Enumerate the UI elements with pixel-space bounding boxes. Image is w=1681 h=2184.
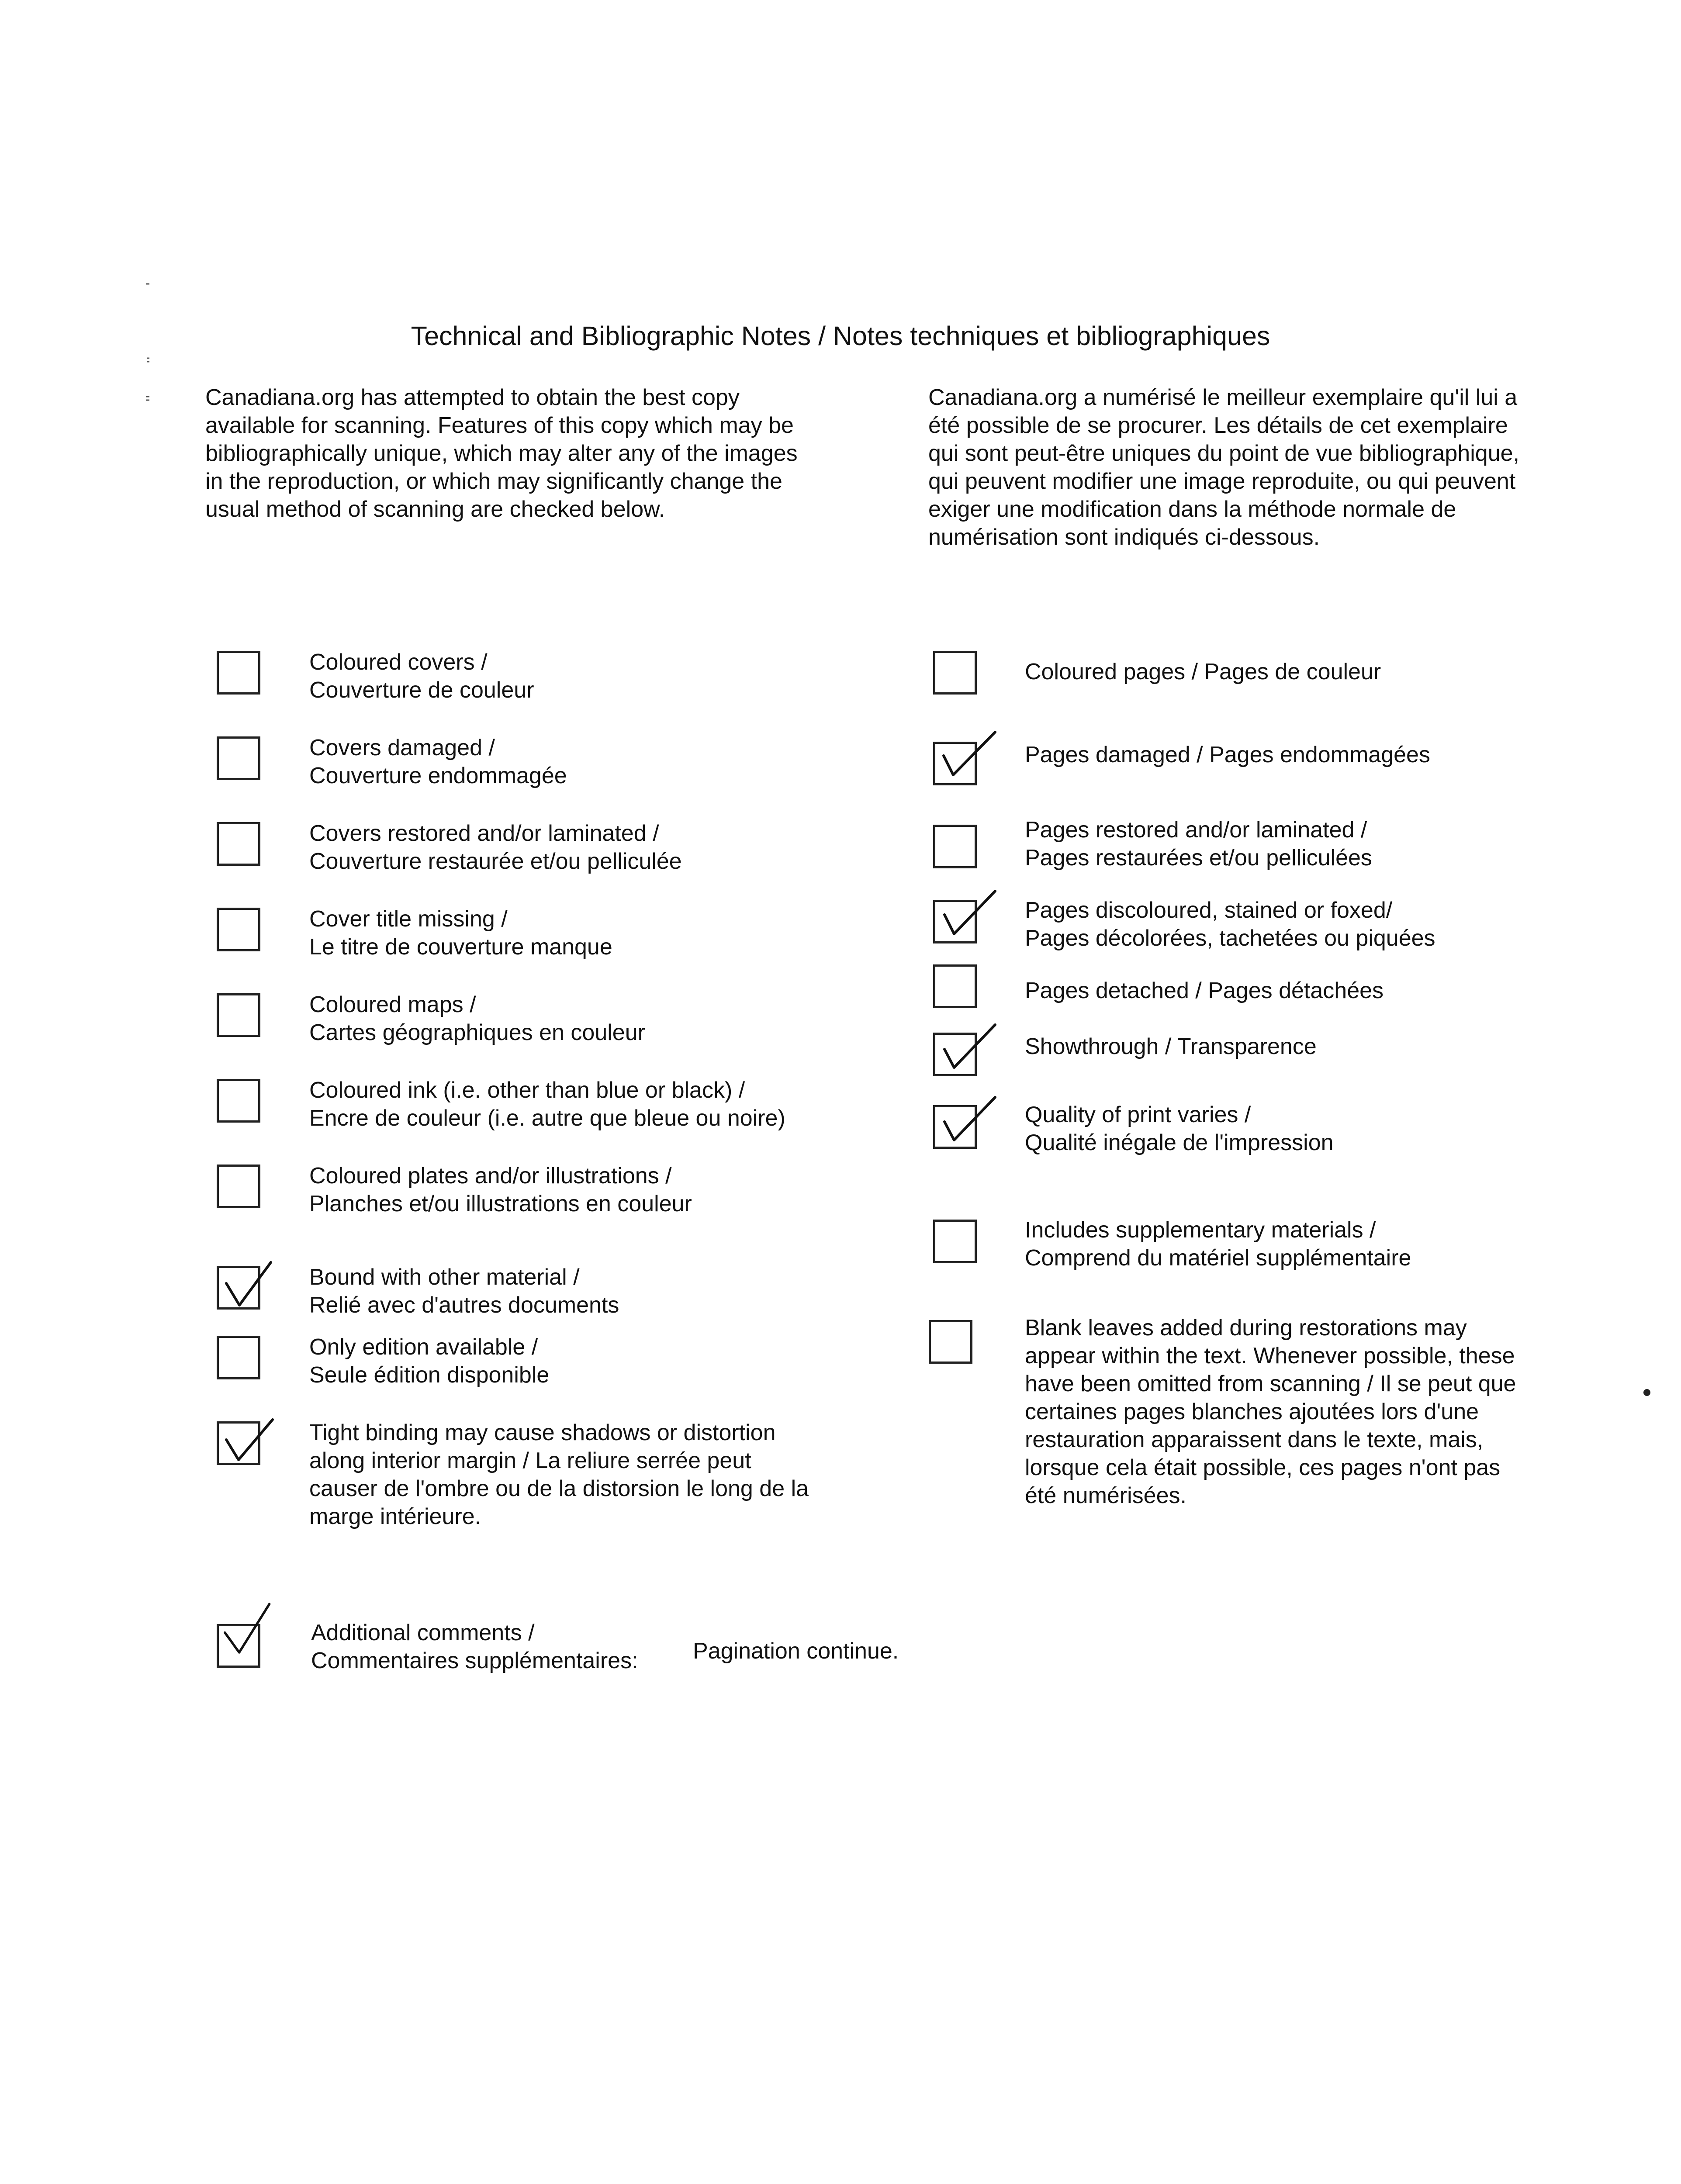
checkbox[interactable]: [929, 1320, 972, 1364]
checkbox[interactable]: [217, 736, 260, 780]
scan-speck: [1643, 1389, 1650, 1396]
item-label: Coloured pages / Pages de couleur: [1025, 659, 1381, 684]
intro-french: Canadiana.org a numérisé le meilleur exemplaire qu'il lui a été possible de se procurer. Les détails de cet exemplaire qui sont peut-être uniques du point de vue bibliographique, qui peuvent modifier une image reproduite, ou qui peuvent exiger une modification dans la méthode normale de numérisation sont indiqués ci-dessous.: [928, 385, 1519, 550]
item-label: Pages discoloured, stained or foxed/ Pages décolorées, tachetées ou piquées: [1025, 898, 1435, 951]
item-label: Pages damaged / Pages endommagées: [1025, 742, 1430, 767]
checkmark-icon: [930, 721, 995, 791]
checkbox[interactable]: [933, 964, 977, 1008]
item-label: Coloured covers / Couverture de couleur: [309, 650, 534, 703]
item-label: Coloured ink (i.e. other than blue or black) / Encre de couleur (i.e. autre que bleue ou noire): [309, 1078, 785, 1131]
item-label: Quality of print varies / Qualité inégale de l'impression: [1025, 1102, 1334, 1155]
checkbox[interactable]: [217, 993, 260, 1037]
item-label: Includes supplementary materials / Comprend du matériel supplémentaire: [1025, 1217, 1411, 1271]
item-label: Covers restored and/or laminated / Couverture restaurée et/ou pelliculée: [309, 821, 682, 874]
item-label: Showthrough / Transparence: [1025, 1034, 1317, 1059]
item-label: Only edition available / Seule édition disponible: [309, 1334, 550, 1388]
comments-label: Additional comments / Commentaires supplémentaires:: [311, 1620, 638, 1673]
checkbox[interactable]: [933, 651, 977, 695]
checkbox[interactable]: [217, 651, 260, 695]
checkmark-icon: [213, 1596, 279, 1666]
checkbox[interactable]: [217, 1336, 260, 1379]
item-label: Bound with other material / Relié avec d'autres documents: [309, 1265, 619, 1318]
checkmark-icon: [213, 1245, 279, 1315]
item-label: Blank leaves added during restorations may appear within the text. Whenever possible, these have been omitted from scanning / Il se peut que certaines pages blanches ajoutées lors d'une restauration apparaissent dans le texte, mais, lorsque cela était possible, ces pages n'ont pas été numérisées.: [1025, 1315, 1516, 1508]
item-label: Pages detached / Pages détachées: [1025, 978, 1384, 1003]
checkmark-icon: [213, 1400, 279, 1470]
comments-value: Pagination continue.: [693, 1638, 899, 1664]
checkbox[interactable]: [217, 1165, 260, 1208]
checkmark-icon: [930, 1012, 995, 1082]
item-label: Cover title missing / Le titre de couverture manque: [309, 906, 612, 960]
item-label: Coloured maps / Cartes géographiques en couleur: [309, 992, 645, 1045]
checkbox[interactable]: [933, 825, 977, 868]
checkmark-icon: [930, 1084, 995, 1154]
intro-english: Canadiana.org has attempted to obtain the best copy available for scanning. Features of this copy which may be bibliographically unique, which may alter any of the images in the reproduction, or which may significantly change the usual method of scanning are checked below.: [205, 385, 798, 522]
checkbox[interactable]: [217, 908, 260, 951]
item-label: Covers damaged / Couverture endommagée: [309, 735, 567, 788]
checkbox[interactable]: [933, 1220, 977, 1263]
item-label: Coloured plates and/or illustrations / Planches et/ou illustrations en couleur: [309, 1163, 692, 1216]
page-title: Technical and Bibliographic Notes / Notes techniques et bibliographiques: [411, 321, 1270, 351]
item-label: Pages restored and/or laminated / Pages restaurées et/ou pelliculées: [1025, 817, 1372, 871]
checkmark-icon: [930, 879, 995, 949]
item-label: Tight binding may cause shadows or distortion along interior margin / La reliure serrée peut causer de l'ombre ou de la distorsion le long de la marge intérieure.: [309, 1420, 809, 1529]
checkbox[interactable]: [217, 822, 260, 866]
checkbox[interactable]: [217, 1079, 260, 1123]
